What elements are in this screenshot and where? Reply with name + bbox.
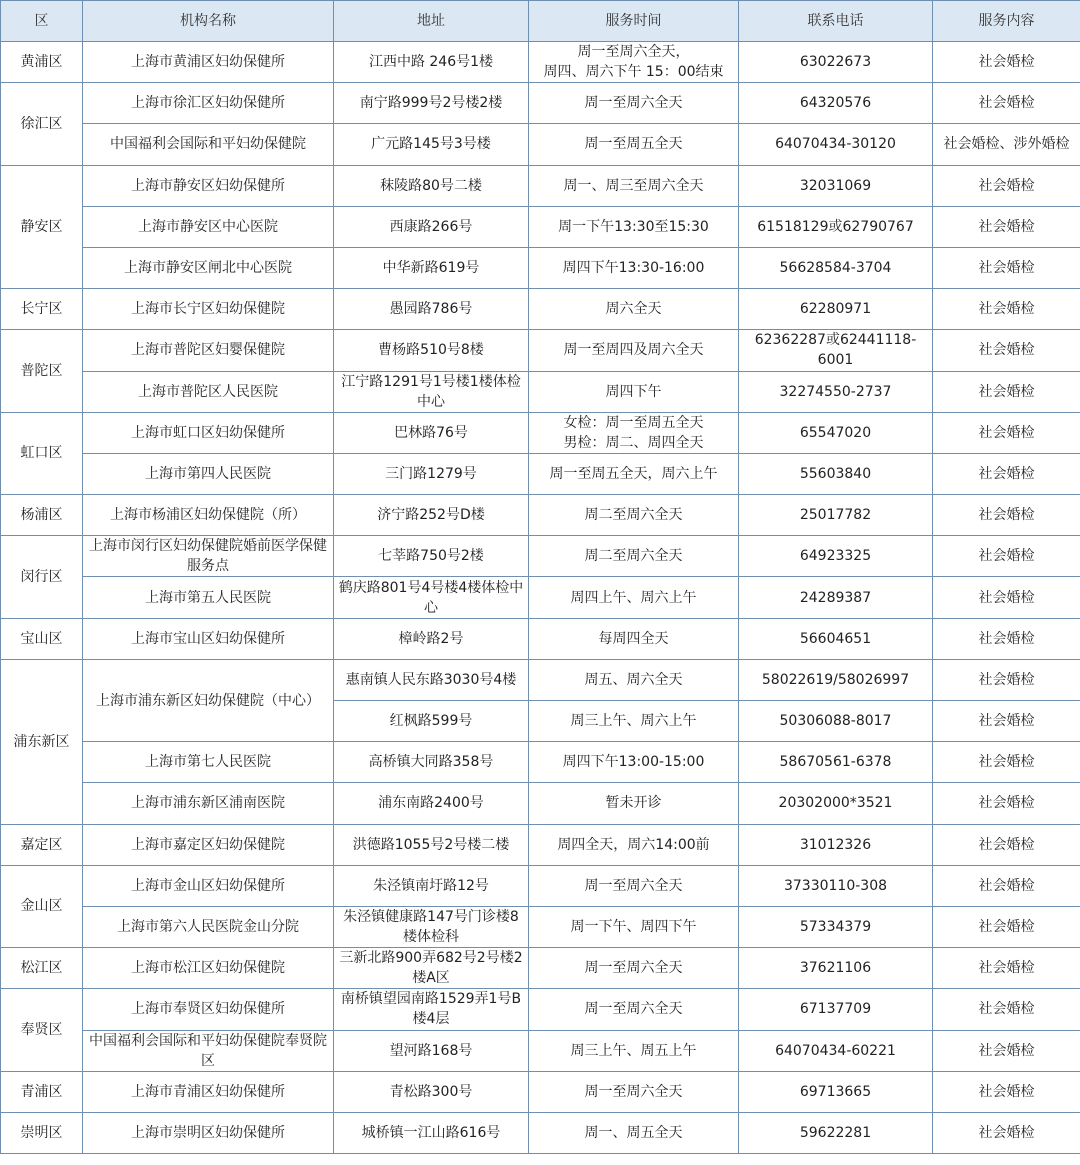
service-hours-cell: 周三上午、周五上午 xyxy=(529,1030,739,1071)
address-cell: 江宁路1291号1号楼1楼体检中心 xyxy=(334,371,529,412)
table-row xyxy=(1,989,1080,1030)
address-cell: 城桥镇一江山路616号 xyxy=(334,1112,529,1153)
service-content-cell: 社会婚检 xyxy=(933,1071,1080,1112)
service-hours-cell: 每周四全天 xyxy=(529,618,739,659)
service-content-cell: 社会婚检 xyxy=(933,247,1080,288)
address-cell: 望河路168号 xyxy=(334,1030,529,1071)
table-row xyxy=(1,906,1080,947)
district-cell: 黄浦区 xyxy=(1,42,83,83)
phone-cell: 24289387 xyxy=(739,577,933,618)
phone-cell: 62280971 xyxy=(739,289,933,330)
table-body xyxy=(1,42,1080,1154)
header-hours: 服务时间 xyxy=(529,1,739,42)
institution-name-cell: 上海市普陀区人民医院 xyxy=(83,371,334,412)
service-content-cell: 社会婚检 xyxy=(933,701,1080,742)
phone-cell: 55603840 xyxy=(739,453,933,494)
address-cell: 济宁路252号D楼 xyxy=(334,495,529,536)
phone-cell: 32274550-2737 xyxy=(739,371,933,412)
phone-cell: 58670561-6378 xyxy=(739,742,933,783)
service-hours-cell: 周一至周五全天 xyxy=(529,124,739,165)
service-hours-cell: 周一至周六全天 xyxy=(529,865,739,906)
address-cell: 三新北路900弄682号2号楼2楼A区 xyxy=(334,948,529,989)
table-row xyxy=(1,865,1080,906)
institution-name-cell: 上海市虹口区妇幼保健所 xyxy=(83,412,334,453)
service-content-cell: 社会婚检 xyxy=(933,618,1080,659)
address-cell: 曹杨路510号8楼 xyxy=(334,330,529,371)
table-row xyxy=(1,1112,1080,1153)
address-cell: 南桥镇望园南路1529弄1号B楼4层 xyxy=(334,989,529,1030)
institution-name-cell: 上海市金山区妇幼保健所 xyxy=(83,865,334,906)
address-cell: 七莘路750号2楼 xyxy=(334,536,529,577)
service-hours-cell: 周一至周六全天 xyxy=(529,989,739,1030)
service-content-cell: 社会婚检 xyxy=(933,1112,1080,1153)
service-content-cell: 社会婚检 xyxy=(933,742,1080,783)
address-cell: 巴林路76号 xyxy=(334,412,529,453)
institution-name-cell: 上海市第六人民医院金山分院 xyxy=(83,906,334,947)
phone-cell: 69713665 xyxy=(739,1071,933,1112)
institution-name-cell: 上海市浦东新区妇幼保健院（中心） xyxy=(83,659,334,741)
service-content-cell: 社会婚检 xyxy=(933,165,1080,206)
header-name: 机构名称 xyxy=(83,1,334,42)
service-content-cell: 社会婚检 xyxy=(933,783,1080,824)
district-cell: 青浦区 xyxy=(1,1071,83,1112)
address-cell: 浦东南路2400号 xyxy=(334,783,529,824)
address-cell: 洪德路1055号2号楼二楼 xyxy=(334,824,529,865)
table-row xyxy=(1,165,1080,206)
institution-name-cell: 上海市青浦区妇幼保健所 xyxy=(83,1071,334,1112)
district-cell: 普陀区 xyxy=(1,330,83,412)
service-content-cell: 社会婚检 xyxy=(933,330,1080,371)
district-cell: 金山区 xyxy=(1,865,83,947)
phone-cell: 32031069 xyxy=(739,165,933,206)
phone-cell: 56604651 xyxy=(739,618,933,659)
service-content-cell: 社会婚检 xyxy=(933,412,1080,453)
institution-name-cell: 上海市长宁区妇幼保健院 xyxy=(83,289,334,330)
address-cell: 南宁路999号2号楼2楼 xyxy=(334,83,529,124)
header-row xyxy=(1,1,1080,42)
service-hours-cell: 周四下午 xyxy=(529,371,739,412)
district-cell: 奉贤区 xyxy=(1,989,83,1071)
table-row xyxy=(1,247,1080,288)
service-hours-cell: 周一至周六全天 xyxy=(529,83,739,124)
service-hours-cell: 周四下午13:30-16:00 xyxy=(529,247,739,288)
institution-name-cell: 上海市静安区闸北中心医院 xyxy=(83,247,334,288)
service-hours-cell: 周一、周三至周六全天 xyxy=(529,165,739,206)
service-content-cell: 社会婚检 xyxy=(933,824,1080,865)
service-content-cell: 社会婚检 xyxy=(933,989,1080,1030)
table-row xyxy=(1,1071,1080,1112)
phone-cell: 64320576 xyxy=(739,83,933,124)
table-row xyxy=(1,83,1080,124)
service-hours-cell: 周三上午、周六上午 xyxy=(529,701,739,742)
institution-name-cell: 上海市静安区中心医院 xyxy=(83,206,334,247)
phone-cell: 62362287或62441118-6001 xyxy=(739,330,933,371)
service-hours-cell: 周一至周四及周六全天 xyxy=(529,330,739,371)
district-cell: 嘉定区 xyxy=(1,824,83,865)
district-cell: 静安区 xyxy=(1,165,83,289)
institution-name-cell: 上海市普陀区妇婴保健院 xyxy=(83,330,334,371)
table-row xyxy=(1,412,1080,453)
phone-cell: 31012326 xyxy=(739,824,933,865)
table-row xyxy=(1,206,1080,247)
service-hours-cell: 周四上午、周六上午 xyxy=(529,577,739,618)
service-content-cell: 社会婚检 xyxy=(933,536,1080,577)
address-cell: 高桥镇大同路358号 xyxy=(334,742,529,783)
district-cell: 长宁区 xyxy=(1,289,83,330)
table-row xyxy=(1,453,1080,494)
address-cell: 秣陵路80号二楼 xyxy=(334,165,529,206)
table-row xyxy=(1,371,1080,412)
service-hours-cell: 周一至周六全天 xyxy=(529,948,739,989)
institution-name-cell: 上海市静安区妇幼保健所 xyxy=(83,165,334,206)
table-row xyxy=(1,783,1080,824)
institution-name-cell: 上海市奉贤区妇幼保健所 xyxy=(83,989,334,1030)
phone-cell: 37621106 xyxy=(739,948,933,989)
phone-cell: 64070434-60221 xyxy=(739,1030,933,1071)
institution-name-cell: 上海市第五人民医院 xyxy=(83,577,334,618)
table-row xyxy=(1,577,1080,618)
address-cell: 广元路145号3号楼 xyxy=(334,124,529,165)
service-content-cell: 社会婚检 xyxy=(933,83,1080,124)
address-cell: 惠南镇人民东路3030号4楼 xyxy=(334,659,529,700)
phone-cell: 63022673 xyxy=(739,42,933,83)
address-cell: 青松路300号 xyxy=(334,1071,529,1112)
service-content-cell: 社会婚检 xyxy=(933,659,1080,700)
table-row xyxy=(1,495,1080,536)
phone-cell: 61518129或62790767 xyxy=(739,206,933,247)
service-hours-cell: 周二至周六全天 xyxy=(529,536,739,577)
service-hours-cell: 周一至周五全天，周六上午 xyxy=(529,453,739,494)
district-cell: 虹口区 xyxy=(1,412,83,494)
district-cell: 闵行区 xyxy=(1,536,83,618)
phone-cell: 64923325 xyxy=(739,536,933,577)
district-cell: 杨浦区 xyxy=(1,495,83,536)
service-content-cell: 社会婚检 xyxy=(933,371,1080,412)
phone-cell: 58022619/58026997 xyxy=(739,659,933,700)
table-row xyxy=(1,124,1080,165)
phone-cell: 37330110-308 xyxy=(739,865,933,906)
institution-name-cell: 上海市浦东新区浦南医院 xyxy=(83,783,334,824)
institution-name-cell: 上海市嘉定区妇幼保健院 xyxy=(83,824,334,865)
table-row xyxy=(1,330,1080,371)
service-hours-cell: 周一至周六全天 xyxy=(529,1071,739,1112)
phone-cell: 20302000*3521 xyxy=(739,783,933,824)
service-content-cell: 社会婚检 xyxy=(933,948,1080,989)
address-cell: 朱泾镇南圩路12号 xyxy=(334,865,529,906)
service-content-cell: 社会婚检 xyxy=(933,289,1080,330)
service-hours-cell: 暂未开诊 xyxy=(529,783,739,824)
phone-cell: 56628584-3704 xyxy=(739,247,933,288)
institution-name-cell: 上海市崇明区妇幼保健所 xyxy=(83,1112,334,1153)
header-address: 地址 xyxy=(334,1,529,42)
service-content-cell: 社会婚检 xyxy=(933,865,1080,906)
district-cell: 松江区 xyxy=(1,948,83,989)
service-content-cell: 社会婚检 xyxy=(933,42,1080,83)
service-hours-cell: 周一至周六全天， 周四、周六下午 15：00结束 xyxy=(529,42,739,83)
service-hours-cell: 周四全天，周六14:00前 xyxy=(529,824,739,865)
service-hours-cell: 周六全天 xyxy=(529,289,739,330)
table-row xyxy=(1,1030,1080,1071)
service-hours-cell: 周一、周五全天 xyxy=(529,1112,739,1153)
service-content-cell: 社会婚检 xyxy=(933,577,1080,618)
address-cell: 西康路266号 xyxy=(334,206,529,247)
phone-cell: 57334379 xyxy=(739,906,933,947)
district-cell: 徐汇区 xyxy=(1,83,83,165)
header-district: 区 xyxy=(1,1,83,42)
table-row xyxy=(1,289,1080,330)
district-cell: 崇明区 xyxy=(1,1112,83,1153)
phone-cell: 65547020 xyxy=(739,412,933,453)
service-content-cell: 社会婚检 xyxy=(933,1030,1080,1071)
service-hours-cell: 周五、周六全天 xyxy=(529,659,739,700)
address-cell: 中华新路619号 xyxy=(334,247,529,288)
phone-cell: 59622281 xyxy=(739,1112,933,1153)
table-row xyxy=(1,948,1080,989)
address-cell: 江西中路 246号1楼 xyxy=(334,42,529,83)
institution-name-cell: 上海市松江区妇幼保健院 xyxy=(83,948,334,989)
institution-name-cell: 上海市杨浦区妇幼保健院（所） xyxy=(83,495,334,536)
table-row xyxy=(1,659,1080,700)
phone-cell: 64070434-30120 xyxy=(739,124,933,165)
address-cell: 红枫路599号 xyxy=(334,701,529,742)
service-content-cell: 社会婚检、涉外婚检 xyxy=(933,124,1080,165)
address-cell: 鹤庆路801号4号楼4楼体检中心 xyxy=(334,577,529,618)
table-row xyxy=(1,742,1080,783)
phone-cell: 50306088-8017 xyxy=(739,701,933,742)
table-row xyxy=(1,42,1080,83)
phone-cell: 25017782 xyxy=(739,495,933,536)
table-row xyxy=(1,824,1080,865)
address-cell: 樟岭路2号 xyxy=(334,618,529,659)
header-service: 服务内容 xyxy=(933,1,1080,42)
institution-name-cell: 中国福利会国际和平妇幼保健院 xyxy=(83,124,334,165)
address-cell: 朱泾镇健康路147号门诊楼8楼体检科 xyxy=(334,906,529,947)
institution-name-cell: 上海市黄浦区妇幼保健所 xyxy=(83,42,334,83)
service-hours-cell: 周二至周六全天 xyxy=(529,495,739,536)
service-hours-cell: 周一下午13:30至15:30 xyxy=(529,206,739,247)
institution-name-cell: 上海市宝山区妇幼保健所 xyxy=(83,618,334,659)
table-row xyxy=(1,536,1080,577)
phone-cell: 67137709 xyxy=(739,989,933,1030)
service-content-cell: 社会婚检 xyxy=(933,453,1080,494)
institution-name-cell: 上海市第七人民医院 xyxy=(83,742,334,783)
service-content-cell: 社会婚检 xyxy=(933,906,1080,947)
district-cell: 宝山区 xyxy=(1,618,83,659)
address-cell: 三门路1279号 xyxy=(334,453,529,494)
header-phone: 联系电话 xyxy=(739,1,933,42)
institution-name-cell: 上海市徐汇区妇幼保健所 xyxy=(83,83,334,124)
address-cell: 愚园路786号 xyxy=(334,289,529,330)
institution-name-cell: 上海市第四人民医院 xyxy=(83,453,334,494)
table-row xyxy=(1,618,1080,659)
district-cell: 浦东新区 xyxy=(1,659,83,824)
institution-name-cell: 上海市闵行区妇幼保健院婚前医学保健服务点 xyxy=(83,536,334,577)
service-hours-cell: 周四下午13:00-15:00 xyxy=(529,742,739,783)
service-hours-cell: 女检：周一至周五全天 男检：周二、周四全天 xyxy=(529,412,739,453)
service-hours-cell: 周一下午、周四下午 xyxy=(529,906,739,947)
service-content-cell: 社会婚检 xyxy=(933,495,1080,536)
institution-name-cell: 中国福利会国际和平妇幼保健院奉贤院区 xyxy=(83,1030,334,1071)
service-content-cell: 社会婚检 xyxy=(933,206,1080,247)
